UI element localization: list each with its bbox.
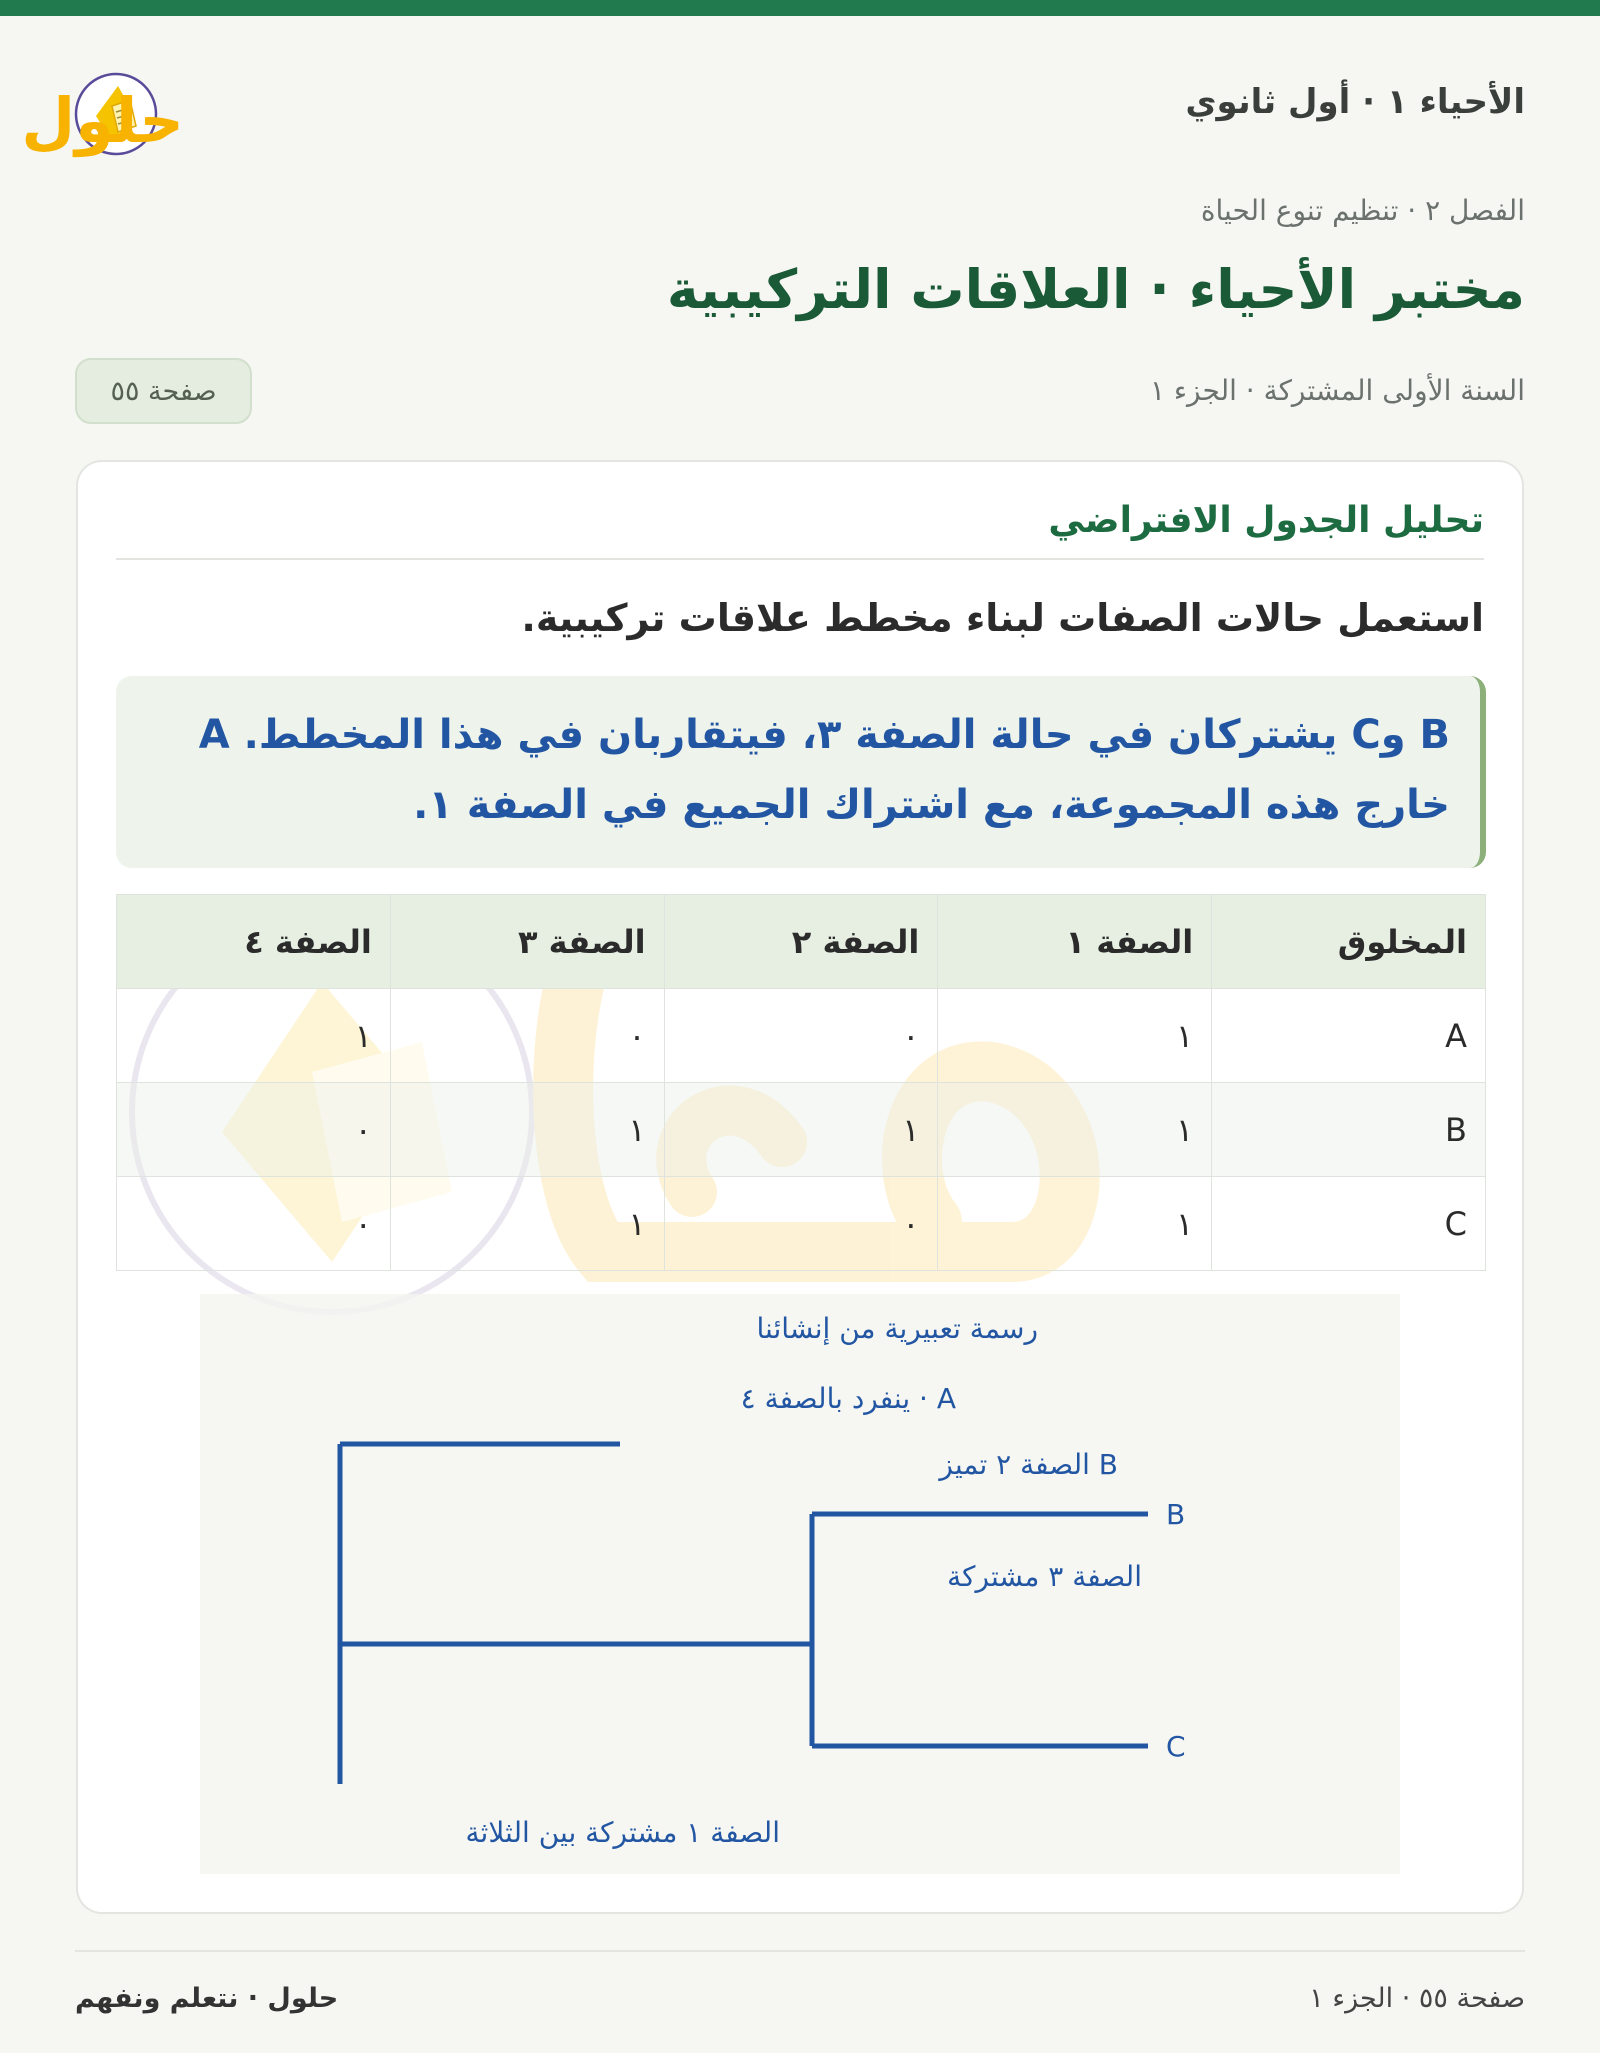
trait-cell: ٠ [390,989,664,1083]
trait-cell: ٠ [117,1083,391,1177]
leaf-b-label: B [1166,1498,1186,1531]
trait2-label: الصفة ٢ تميز B [939,1448,1118,1481]
column-header: المخلوق [1212,895,1486,989]
table-row [117,989,1486,1083]
footer-divider [75,1950,1525,1952]
organism-cell: C [1212,1177,1486,1271]
trait-cell: ١ [938,1177,1212,1271]
trait-cell: ٠ [664,989,938,1083]
top-accent-bar [0,0,1600,16]
chapter-label: الفصل ٢ · تنظيم تنوع الحياة [1200,194,1525,227]
organism-cell: A [1212,989,1486,1083]
trait1-label: الصفة ١ مشتركة بين الثلاثة [465,1816,780,1849]
trait3-label: الصفة ٣ مشتركة [947,1560,1142,1593]
column-header: الصفة ٣ [390,895,664,989]
traits-table [116,894,1486,1271]
callout-line-2: خارج هذه المجموعة، مع اشتراك الجميع في الصفة ١. [413,782,1450,828]
trait-cell: ١ [390,1177,664,1271]
table-row [117,1083,1486,1177]
cladogram-lines [340,1444,1148,1784]
book-pen-icon [21,56,334,160]
column-header: الصفة ٤ [117,895,391,989]
course-label: السنة الأولى المشتركة · الجزء ١ [1149,374,1525,407]
section-title: تحليل الجدول الافتراضي [116,500,1484,560]
callout-line-1: B وC يشتركان في حالة الصفة ٣، فيتقاربان في هذا المخطط. A [198,712,1450,758]
page-title: مختبر الأحياء · العلاقات التركيبية [666,258,1525,321]
column-header: الصفة ٢ [664,895,938,989]
hint-callout [116,676,1486,868]
cladogram-diagram [200,1294,1400,1874]
trait-cell: ١ [664,1083,938,1177]
organism-cell: B [1212,1083,1486,1177]
brand-wordmark: حلول [21,84,184,157]
brand-logo[interactable] [21,56,334,160]
trait-cell: ١ [117,989,391,1083]
trait-cell: ٠ [117,1177,391,1271]
trait-cell: ١ [938,989,1212,1083]
page-badge: صفحة ٥٥ [75,358,252,424]
subject-header: الأحياء ١ · أول ثانوي [1185,82,1525,122]
table-header-row [117,895,1486,989]
diagram-caption: رسمة تعبيرية من إنشائنا [756,1312,1038,1345]
trait-cell: ٠ [664,1177,938,1271]
leaf-c-label: C [1166,1730,1186,1763]
instruction-text: استعمل حالات الصفات لبناء مخطط علاقات تركيبية. [521,596,1484,640]
trait-cell: ١ [390,1083,664,1177]
trait4-label: ينفرد بالصفة ٤ · A [740,1382,956,1415]
lesson-card [76,460,1524,1914]
column-header: الصفة ١ [938,895,1212,989]
table-row [117,1177,1486,1271]
trait-cell: ١ [938,1083,1212,1177]
footer-page-info: صفحة ٥٥ · الجزء ١ [1309,1983,1525,2014]
footer-slogan: حلول · نتعلم ونفهم [75,1983,339,2014]
